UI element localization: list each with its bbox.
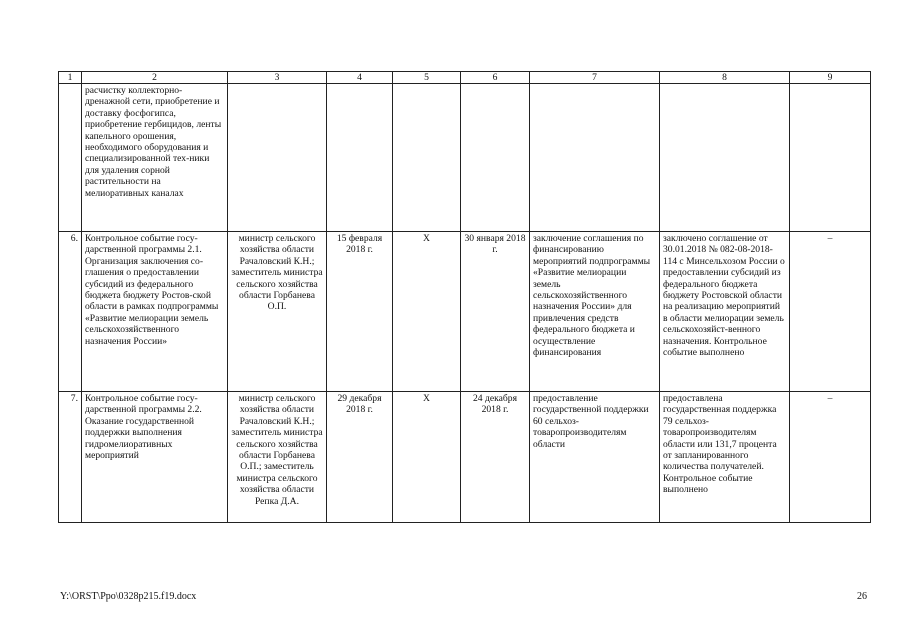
fact-end-cell: 30 января 2018 г. bbox=[461, 232, 530, 392]
row-number-cell bbox=[59, 84, 82, 232]
responsible-cell: министр сельского хозяйства области Рачаловский К.Н.; заместитель министра сельского хозяйства области Горбанева О.П. bbox=[228, 232, 327, 392]
header-cell: 5 bbox=[393, 72, 461, 84]
event-name-cell: Контрольное событие госу-дарственной программы 2.2. Оказание государственной поддержки выполнения гидромелиоративных мероприятий bbox=[82, 392, 228, 523]
fact-end-cell bbox=[461, 84, 530, 232]
fact-start-cell bbox=[393, 84, 461, 232]
report-table bbox=[58, 71, 871, 523]
actual-result-cell: заключено соглашение от 30.01.2018 № 082-08-2018-114 с Минсельхозом России о предоставлении субсидий из федерального бюджета бюджету Ростовской области на реализацию мероприятий в области мелиорации земель сельскохозяйст-венного назначения. Контрольное событие выполнено bbox=[660, 232, 790, 392]
header-cell: 2 bbox=[82, 72, 228, 84]
header-row bbox=[59, 72, 871, 84]
actual-result-cell: предоставлена государственная поддержка 79 сельхоз-товаропроизводителям области или 131,7 процента от запланированного количества получателей. Контрольное событие выполнено bbox=[660, 392, 790, 523]
header-cell: 8 bbox=[660, 72, 790, 84]
reason-cell bbox=[790, 84, 871, 232]
planned-date-cell: 29 декабря 2018 г. bbox=[327, 392, 393, 523]
planned-result-cell bbox=[530, 84, 660, 232]
header-cell: 4 bbox=[327, 72, 393, 84]
planned-result-cell: заключение соглашения по финансированию мероприятий подпрограммы «Развитие мелиорации земель сельскохозяйственного назначения России» для привлечения средств федерального бюджета и осуществление финансирования bbox=[530, 232, 660, 392]
event-name-cell: расчистку коллекторно-дренажной сети, приобретение и доставку фосфогипса, приобретение гербицидов, ленты капельного орошения, необходимого оборудования и специализированной тех-ники для удаления сорной растительности на мелиоративных каналах bbox=[82, 84, 228, 232]
row-number-cell: 6. bbox=[59, 232, 82, 392]
table-row bbox=[59, 392, 871, 523]
header-cell: 9 bbox=[790, 72, 871, 84]
actual-result-cell bbox=[660, 84, 790, 232]
header-cell: 3 bbox=[228, 72, 327, 84]
reason-cell: – bbox=[790, 392, 871, 523]
fact-start-cell: X bbox=[393, 392, 461, 523]
header-cell: 6 bbox=[461, 72, 530, 84]
fact-start-cell: X bbox=[393, 232, 461, 392]
planned-date-cell bbox=[327, 84, 393, 232]
responsible-cell bbox=[228, 84, 327, 232]
table-row bbox=[59, 84, 871, 232]
reason-cell: – bbox=[790, 232, 871, 392]
table-row bbox=[59, 232, 871, 392]
fact-end-cell: 24 декабря 2018 г. bbox=[461, 392, 530, 523]
header-cell: 7 bbox=[530, 72, 660, 84]
page-number: 26 bbox=[857, 591, 867, 602]
planned-result-cell: предоставление государственной поддержки 60 сельхоз-товаропроизводителям области bbox=[530, 392, 660, 523]
file-path: Y:\ORST\Ppo\0328p215.f19.docx bbox=[60, 591, 197, 602]
responsible-cell: министр сельского хозяйства области Рачаловский К.Н.; заместитель министра сельского хозяйства области Горбанева О.П.; заместитель министра сельского хозяйства области Репка Д.А. bbox=[228, 392, 327, 523]
event-name-cell: Контрольное событие госу-дарственной программы 2.1. Организация заключения со-глашения о предоставлении субсидий из федерального бюджета бюджету Ростов-ской области в рамках подпрограммы «Развитие мелиорации земель сельскохозяйственного назначения России» bbox=[82, 232, 228, 392]
row-number-cell: 7. bbox=[59, 392, 82, 523]
planned-date-cell: 15 февраля 2018 г. bbox=[327, 232, 393, 392]
header-cell: 1 bbox=[59, 72, 82, 84]
